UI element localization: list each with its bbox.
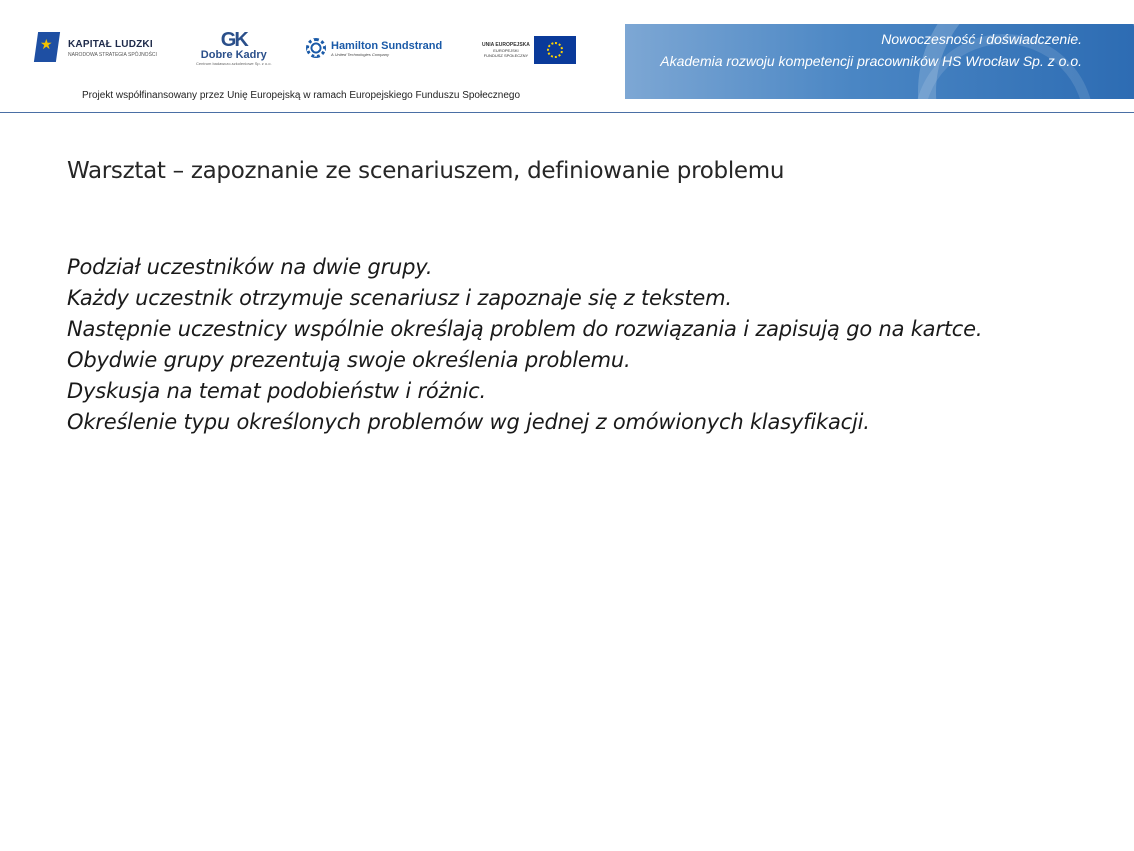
dobre-kadry-name: Dobre Kadry — [200, 49, 267, 61]
list-item: Następnie uczestnicy wspólnie określają problem do rozwiązania i zapisują go na kartce. — [67, 317, 983, 341]
slide-body-list — [67, 252, 1067, 438]
kapital-ludzki-icon — [32, 28, 62, 68]
slide-title: Warsztat – zapoznanie ze scenariuszem, definiowanie problemu — [67, 158, 785, 184]
banner-line1: Nowoczesność i doświadczenie. — [881, 31, 1082, 47]
dobre-kadry-logo — [196, 30, 272, 66]
eu-line3: FUNDUSZ SPOŁECZNY — [483, 53, 529, 58]
hamilton-sundstrand-wheel-icon — [306, 38, 326, 58]
list-item: Dyskusja na temat podobieństw i różnic. — [67, 379, 486, 403]
hamilton-sundstrand-logo — [306, 38, 442, 58]
slide-header — [0, 0, 1134, 113]
eu-line1: UNIA EUROPEJSKA — [482, 42, 530, 48]
list-item: Określenie typu określonych problemów wg jednej z omówionych klasyfikacji. — [67, 410, 870, 434]
dobre-kadry-subtitle: Centrum badawczo-szkoleniowe Sp. z o.o. — [196, 61, 272, 66]
header-banner — [625, 24, 1134, 99]
kapital-ludzki-logo — [32, 28, 157, 68]
list-item: Obydwie grupy prezentują swoje określenia problemu. — [67, 348, 631, 372]
kapital-ludzki-subtitle: NARODOWA STRATEGIA SPÓJNOŚCI — [68, 51, 157, 58]
list-item: Każdy uczestnik otrzymuje scenariusz i zapoznaje się z tekstem. — [67, 286, 732, 310]
project-note: Projekt współfinansowany przez Unię Europejską w ramach Europejskiego Funduszu Społecznego — [82, 90, 521, 101]
list-item: Podział uczestników na dwie grupy. — [67, 255, 433, 279]
eu-stars-icon — [547, 42, 563, 58]
eu-line2: EUROPEJSKI — [493, 48, 519, 53]
eu-logo — [482, 36, 576, 64]
banner-line2: Akademia rozwoju kompetencji pracowników HS Wrocław Sp. z o.o. — [660, 53, 1082, 69]
kapital-ludzki-name: KAPITAŁ LUDZKI — [68, 38, 153, 50]
hamilton-sundstrand-name: Hamilton Sundstrand — [331, 39, 443, 52]
eu-flag-icon — [534, 36, 576, 64]
hamilton-sundstrand-subtitle: A United Technologies Company — [331, 51, 389, 57]
dobre-kadry-mark: GK — [220, 29, 247, 51]
